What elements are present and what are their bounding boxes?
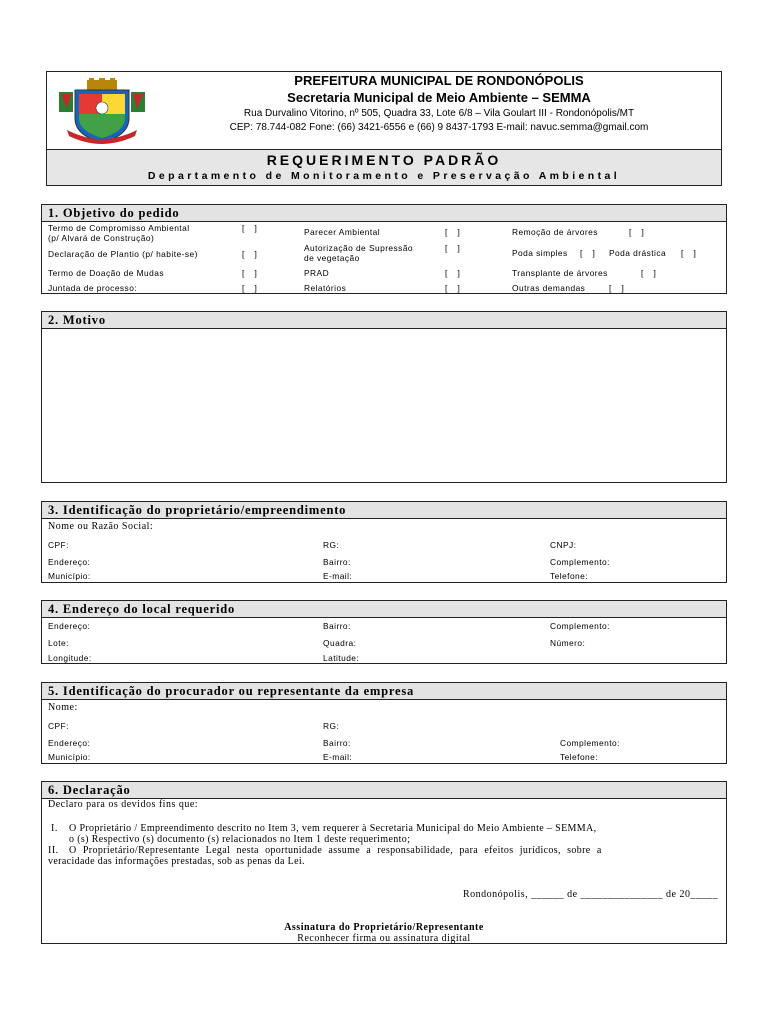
- address-line: Rua Durvalino Vitorino, nº 505, Quadra 33, Lote 6/8 – Vila Goulart III - Rondonópolis/MT: [243, 108, 635, 119]
- section-title: 6. Declaração: [42, 782, 726, 799]
- section-title: 4. Endereço do local requerido: [42, 601, 726, 618]
- checkbox-poda-simples[interactable]: [ ]: [580, 248, 596, 258]
- section-title: 5. Identificação do procurador ou representante da empresa: [42, 683, 726, 700]
- field-quadra[interactable]: Quadra:: [323, 638, 357, 648]
- field-email[interactable]: E-mail:: [323, 752, 353, 762]
- label-poda-simples: Poda simples: [512, 248, 568, 258]
- field-rg[interactable]: RG:: [323, 540, 340, 550]
- field-endereco[interactable]: Endereço:: [48, 557, 91, 567]
- coat-of-arms-logo: [57, 78, 147, 146]
- label-transplante-arvores: Transplante de árvores: [512, 268, 608, 278]
- field-latitude[interactable]: Latitude:: [323, 653, 360, 663]
- label-parecer-ambiental: Parecer Ambiental: [304, 227, 381, 237]
- checkbox-poda-drastica[interactable]: [ ]: [681, 248, 697, 258]
- checkbox-parecer-ambiental[interactable]: [ ]: [445, 227, 461, 237]
- checkbox-doacao-mudas[interactable]: [ ]: [242, 268, 258, 278]
- field-cnpj[interactable]: CNPJ:: [550, 540, 577, 550]
- label-relatorios: Relatórios: [304, 283, 347, 293]
- section-title: 2. Motivo: [42, 312, 726, 329]
- checkbox-transplante-arvores[interactable]: [ ]: [641, 268, 657, 278]
- field-complemento[interactable]: Complemento:: [550, 557, 610, 567]
- declaration-intro: Declaro para os devidos fins que:: [48, 799, 199, 810]
- section-declaracao: [41, 781, 727, 944]
- field-nome-razao-social[interactable]: Nome ou Razão Social:: [48, 521, 154, 532]
- letterhead: [46, 71, 722, 150]
- contact-line: CEP: 78.744-082 Fone: (66) 3421-6556 e (66) 9 8437-1793 E-mail: navuc.semma@gmail.com: [229, 122, 649, 133]
- checkbox-juntada-processo[interactable]: [ ]: [242, 283, 258, 293]
- label-termo-compromisso: Termo de Compromisso Ambiental: [48, 223, 190, 233]
- label-doacao-mudas: Termo de Doação de Mudas: [48, 268, 165, 278]
- motivo-textarea[interactable]: [42, 330, 726, 482]
- checkbox-prad[interactable]: [ ]: [445, 268, 461, 278]
- field-email[interactable]: E-mail:: [323, 571, 353, 581]
- field-bairro[interactable]: Bairro:: [323, 738, 351, 748]
- item-ii-number: II.: [48, 845, 59, 856]
- field-nome[interactable]: Nome:: [48, 702, 78, 713]
- field-endereco[interactable]: Endereço:: [48, 621, 91, 631]
- field-endereco[interactable]: Endereço:: [48, 738, 91, 748]
- form-title-bar: [46, 149, 722, 186]
- checkbox-declaracao-plantio[interactable]: [ ]: [242, 249, 258, 259]
- field-cpf[interactable]: CPF:: [48, 721, 69, 731]
- section-motivo: [41, 311, 727, 483]
- field-complemento[interactable]: Complemento:: [550, 621, 610, 631]
- section-title: 3. Identificação do proprietário/empreendimento: [42, 502, 726, 519]
- department-name: Secretaria Municipal de Meio Ambiente – SEMMA: [287, 90, 591, 105]
- checkbox-outras-demandas[interactable]: [ ]: [609, 283, 625, 293]
- item-ii-line1: O Proprietário/Representante Legal nesta oportunidade assume a responsabilidade, para efeitos jurídicos, sobre a: [69, 845, 602, 856]
- section-title: 1. Objetivo do pedido: [42, 205, 726, 222]
- section-procurador: [41, 682, 727, 764]
- field-numero[interactable]: Número:: [550, 638, 586, 648]
- item-i-number: I.: [51, 823, 58, 834]
- field-municipio[interactable]: Município:: [48, 752, 91, 762]
- label-autorizacao-supressao-sub: de vegetação: [304, 253, 360, 263]
- label-declaracao-plantio: Declaração de Plantio (p/ habite-se): [48, 249, 198, 259]
- field-bairro[interactable]: Bairro:: [323, 557, 351, 567]
- label-outras-demandas: Outras demandas: [512, 283, 586, 293]
- field-rg[interactable]: RG:: [323, 721, 340, 731]
- signature-title: Assinatura do Proprietário/Representante: [284, 922, 484, 933]
- form-subtitle: Departamento de Monitoramento e Preservação Ambiental: [147, 170, 621, 182]
- item-i-line1: O Proprietário / Empreendimento descrito no Item 3, vem requerer à Secretaria Municipal do Meio Ambiente – SEMMA,: [69, 823, 597, 834]
- item-ii-line2: veracidade das informações prestadas, sob as penas da Lei.: [48, 856, 305, 867]
- field-longitude[interactable]: Longitude:: [48, 653, 92, 663]
- form-title: REQUERIMENTO PADRÃO: [266, 152, 502, 168]
- label-juntada-processo: Juntada de processo:: [48, 283, 138, 293]
- section-objetivo: [41, 204, 727, 294]
- label-prad: PRAD: [304, 268, 330, 278]
- label-termo-compromisso-sub: (p/ Alvará de Construção): [48, 233, 155, 243]
- org-name: PREFEITURA MUNICIPAL DE RONDONÓPOLIS: [294, 73, 584, 88]
- label-autorizacao-supressao: Autorização de Supressão: [304, 243, 414, 253]
- item-i-line2: o (s) Respectivo (s) documento (s) relacionados no Item 1 deste requerimento;: [69, 834, 411, 845]
- checkbox-remocao-arvores[interactable]: [ ]: [629, 227, 645, 237]
- field-municipio[interactable]: Município:: [48, 571, 91, 581]
- section-proprietario: [41, 501, 727, 583]
- field-bairro[interactable]: Bairro:: [323, 621, 351, 631]
- field-lote[interactable]: Lote:: [48, 638, 69, 648]
- field-telefone[interactable]: Telefone:: [550, 571, 589, 581]
- field-telefone[interactable]: Telefone:: [560, 752, 599, 762]
- field-complemento[interactable]: Complemento:: [560, 738, 620, 748]
- label-poda-drastica: Poda drástica: [609, 248, 667, 258]
- label-remocao-arvores: Remoção de árvores: [512, 227, 598, 237]
- field-cpf[interactable]: CPF:: [48, 540, 69, 550]
- checkbox-termo-compromisso[interactable]: [ ]: [242, 223, 258, 233]
- date-line[interactable]: Rondonópolis, ______ de _______________ de 20_____: [463, 889, 718, 900]
- checkbox-autorizacao-supressao[interactable]: [ ]: [445, 243, 461, 253]
- checkbox-relatorios[interactable]: [ ]: [445, 283, 461, 293]
- signature-subtitle: Reconhecer firma ou assinatura digital: [297, 933, 471, 944]
- section-endereco-local: [41, 600, 727, 664]
